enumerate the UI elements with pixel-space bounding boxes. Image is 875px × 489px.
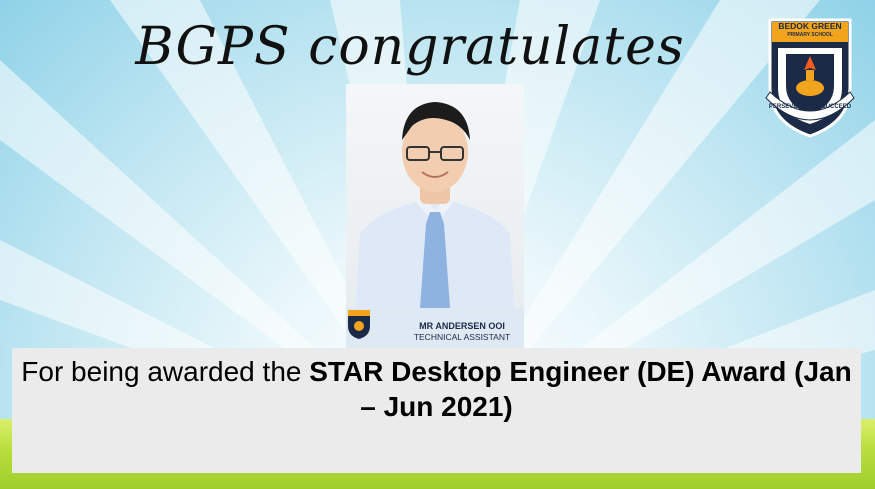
mini-school-crest-icon bbox=[346, 308, 372, 340]
caption-prefix: For being awarded the bbox=[21, 356, 310, 387]
portrait-photo bbox=[346, 84, 524, 354]
school-subtitle: PRIMARY SCHOOL bbox=[787, 32, 833, 38]
portrait-role: TECHNICAL ASSISTANT bbox=[413, 332, 511, 342]
portrait-name: MR ANDERSEN OOI bbox=[419, 321, 505, 331]
person-illustration bbox=[346, 84, 524, 308]
award-caption-box bbox=[12, 348, 861, 473]
award-name: STAR Desktop Engineer (DE) Award (Jan – Jun 2021) bbox=[309, 356, 852, 422]
award-caption bbox=[12, 354, 861, 424]
school-crest bbox=[764, 18, 856, 138]
school-name: BEDOK GREEN bbox=[778, 21, 842, 31]
school-motto: PERSEVERE AND SUCCEED bbox=[768, 104, 852, 110]
page-title: BGPS congratulates bbox=[135, 17, 685, 77]
